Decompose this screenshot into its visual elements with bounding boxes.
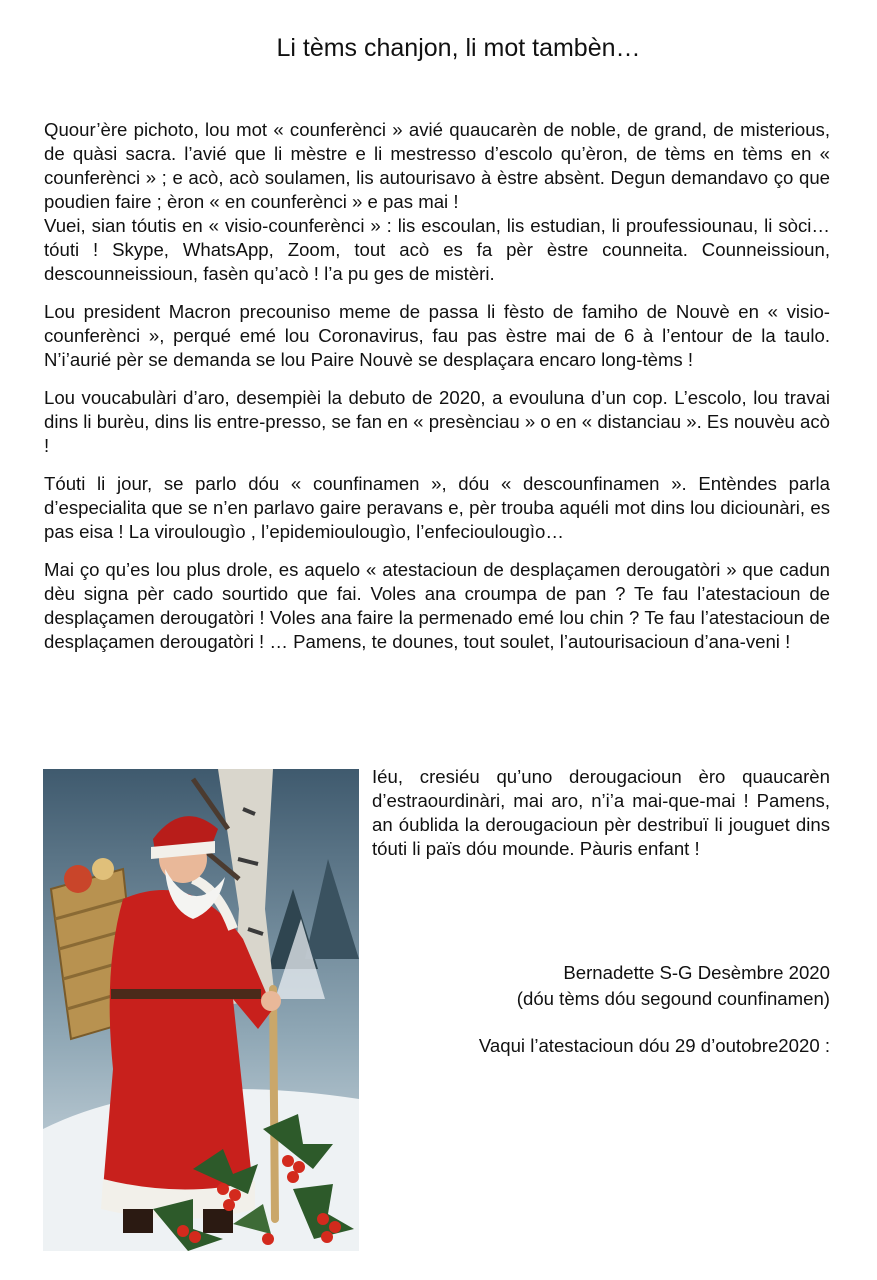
attestation-line: Vaqui l’atestacioun dóu 29 d’outobre2020 : xyxy=(478,1035,830,1056)
santa-claus-illustration xyxy=(43,769,359,1251)
signature-author: Bernadette S-G Desèmbre 2020 xyxy=(563,962,830,983)
paragraph: Vuei, sian tóutis en « visio-counferènci » : lis escoulan, lis estudian, li proufessiounau, li sòci… tóuti ! Skype, WhatsApp, Zoom, tout acò es fa pèr èstre counneita. Counneissioun, descounneissioun, fasèn qu’acò ! l’a pu ges de mistèri. xyxy=(44,215,830,284)
signature xyxy=(517,960,830,1012)
side-paragraph: Iéu, cresiéu qu’uno derougacioun èro quaucarèn d’estraourdinàri, mai aro, n’i’a mai-que-mai ! Pamens, an óublida la derougacioun pèr destribuï li jouguet dins tóuti li païs dóu mounde. Pàuris enfant ! xyxy=(372,766,830,859)
page-title: Li tèms chanjon, li mot tambèn… xyxy=(276,34,641,62)
paragraph: Lou president Macron precouniso meme de passa li fèsto de famiho de Nouvè en « visio-counferènci », perqué emé lou Coronavirus, fau pas èstre mai de 6 à l’entour de la taulo. N’i’aurié pèr se demanda se lou Paire Nouvè se desplaçara encaro long-tèms ! xyxy=(44,301,830,370)
paragraph: Tóuti li jour, se parlo dóu « counfinamen », dóu « descounfinamen ». Entèndes parla d’especialita que se n’en parlavo gaire peravans e, pèr trouba aquéli mot dins lou diciounàri, es pas eisa ! La viroulougìo , l’epidemioulougìo, l’enfecioulougìo… xyxy=(44,473,830,542)
paragraph: Mai ço qu’es lou plus drole, es aquelo « atestacioun de desplaçamen derougatòri » que cadun dèu signa pèr cado sourtido que fai. Voles ana croumpa de pan ? Te fau l’atestacioun de desplaçamen derougatòri ! Voles ana faire la permenado emé lou chin ? Te fau l’atestacioun de desplaçamen derougatòri ! … Pamens, te dounes, tout soulet, l’autourisacioun d’ana-veni ! xyxy=(44,559,830,652)
paragraph: Quour’ère pichoto, lou mot « counferènci » avié quaucarèn de noble, de grand, de misterious, de quàsi sacra. l’avié que li mèstre e li mestresso d’escolo qu’èron, de tèms en tèms en « counferènci » ; e acò, acò soulamen, lis autourisavo à èstre absènt. Degun demandavo ço que poudien faire ; èron « en counferènci » e pas mai ! xyxy=(44,119,830,212)
paragraph: Lou voucabulàri d’aro, desempièi la debuto de 2020, a evouluna d’un cop. L’escolo, lou travai dins li burèu, dins lis entre-presso, se fan en « presènciau » o en « distanciau ». Es nouvèu acò ! xyxy=(44,387,830,456)
article-body xyxy=(44,118,830,668)
signature-note: (dóu tèms dóu segound counfinamen) xyxy=(516,988,830,1009)
